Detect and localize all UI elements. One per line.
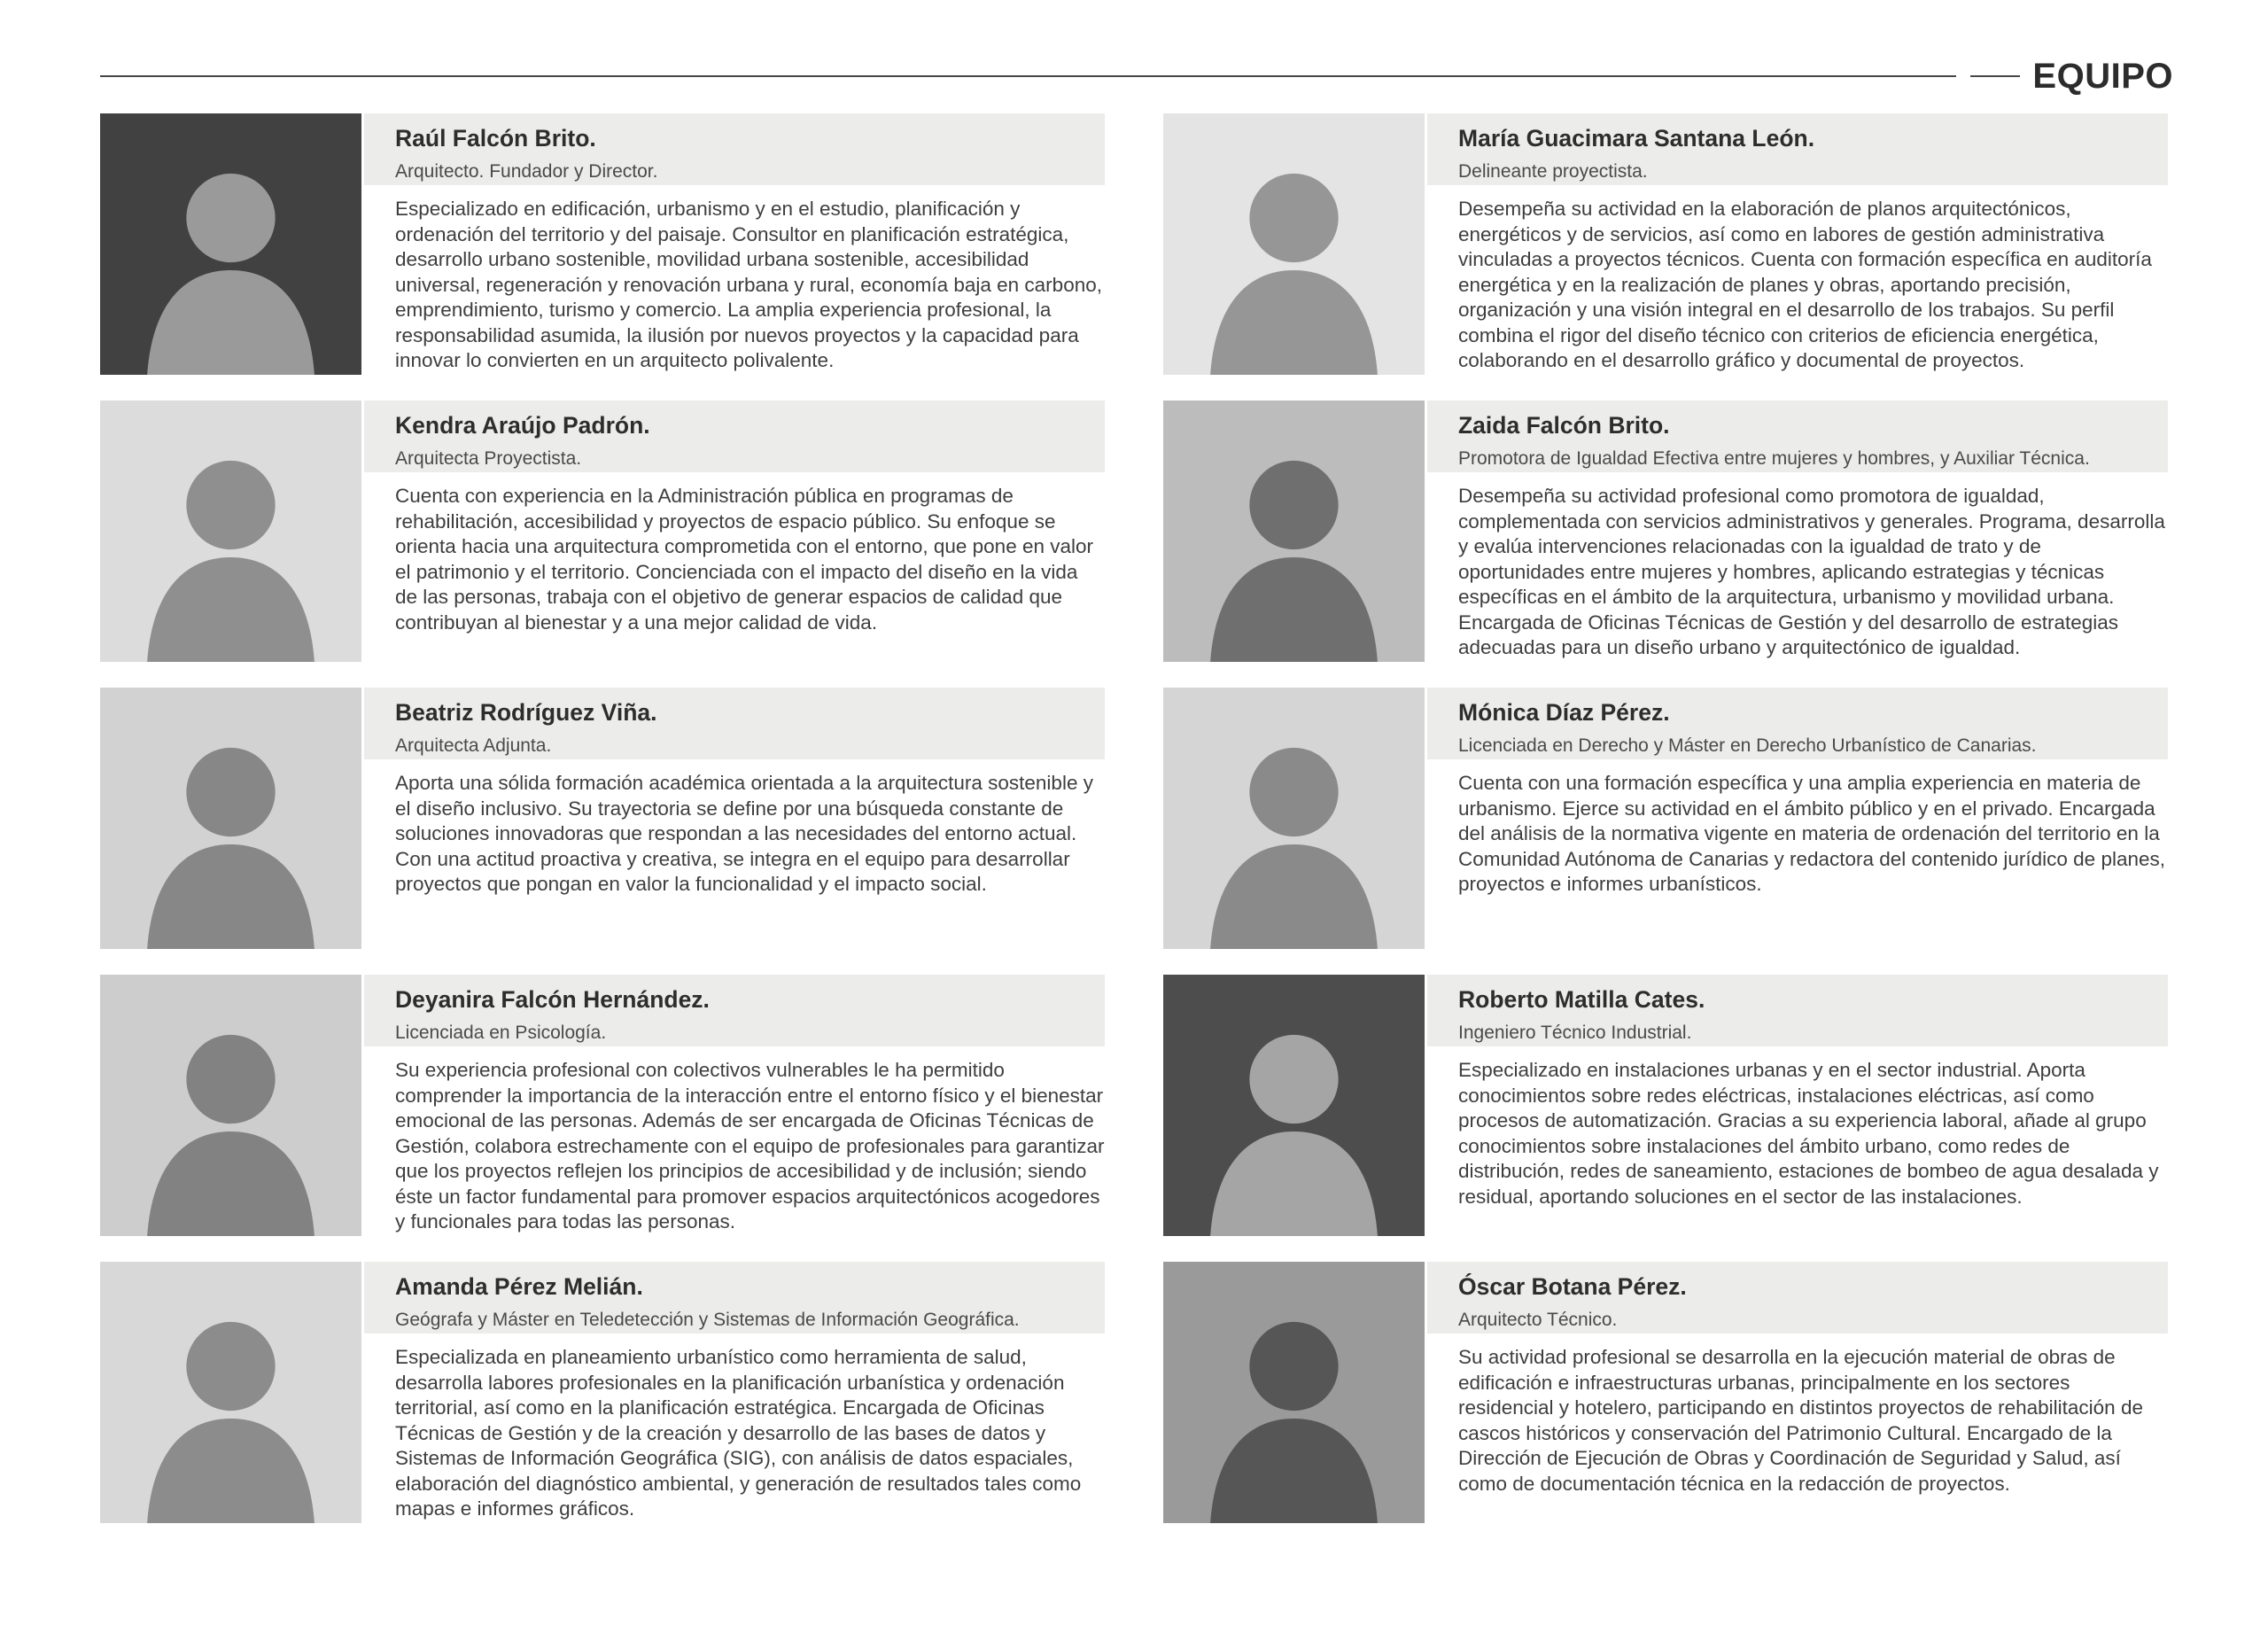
member-photo bbox=[1163, 975, 1425, 1236]
team-member-card bbox=[1163, 688, 2168, 949]
person-silhouette-icon bbox=[1163, 1262, 1425, 1523]
member-info bbox=[364, 400, 1105, 662]
member-header-band bbox=[1427, 975, 2168, 1046]
member-description: Su experiencia profesional con colectivos vulnerables le ha permitido comprender la importancia de la interacción entre el entorno físico y el bienestar emocional de las personas. Además de ser encargada de Oficinas Técnicas de Gestión, colabora estrechamente con el equipo de profesionales para garantizar que los proyectos reflejen los principios de accesibilidad y de inclusión; siendo éste un factor fundamental para promover espacios arquitectónicos acogedores y funcionales para todas las personas. bbox=[395, 1059, 1105, 1233]
member-photo bbox=[100, 688, 361, 949]
person-silhouette-icon bbox=[100, 400, 361, 662]
team-member-card bbox=[100, 688, 1105, 949]
person-silhouette-icon bbox=[1163, 113, 1425, 375]
member-description: Cuenta con experiencia en la Administración pública en programas de rehabilitación, accesibilidad y proyectos de espacio público. Su enfoque se orienta hacia una arquitectura comprometida con el entorno, que pone en valor el patrimonio y el territorio. Concienciada con el impacto del diseño en la vida de las personas, trabaja con el objetivo de generar espacios de calidad que contribuyan al bienestar y a una mejor calidad de vida. bbox=[395, 485, 1094, 634]
member-info bbox=[364, 1262, 1105, 1523]
member-header-band bbox=[364, 975, 1105, 1046]
member-header-band bbox=[364, 113, 1105, 185]
member-photo bbox=[100, 113, 361, 375]
member-name: Zaida Falcón Brito. bbox=[1458, 412, 1670, 439]
page-header bbox=[100, 53, 2173, 99]
member-header-band bbox=[1427, 113, 2168, 185]
member-photo bbox=[100, 1262, 361, 1523]
member-info bbox=[364, 975, 1105, 1236]
person-silhouette-icon bbox=[100, 975, 361, 1236]
member-role: Arquitecto Técnico. bbox=[1458, 1310, 1618, 1330]
member-photo bbox=[100, 400, 361, 662]
member-role: Delineante proyectista. bbox=[1458, 161, 1648, 182]
team-member-card bbox=[100, 400, 1105, 662]
person-silhouette-icon bbox=[100, 688, 361, 949]
team-member-card bbox=[100, 1262, 1105, 1523]
member-name: Deyanira Falcón Hernández. bbox=[395, 986, 710, 1013]
member-role: Geógrafa y Máster en Teledetección y Sistemas de Información Geográfica. bbox=[395, 1310, 1020, 1330]
team-member-card bbox=[1163, 975, 2168, 1236]
header-rule-line bbox=[100, 75, 1956, 77]
team-member-card bbox=[100, 975, 1105, 1236]
member-role: Arquitecto. Fundador y Director. bbox=[395, 161, 658, 182]
member-role: Licenciada en Psicología. bbox=[395, 1023, 607, 1043]
person-silhouette-icon bbox=[1163, 688, 1425, 949]
member-description: Desempeña su actividad en la elaboración de planos arquitectónicos, energéticos y de servicios, así como en labores de gestión administrativa vinculadas a proyectos técnicos. Cuenta con formación específica en auditoría energética y en la realización de planes y obras, aportando precisión, organización y una visión integral en el desarrollo de los trabajos. Su perfil combina el rigor del diseño técnico con criterios de eficiencia energética, colaborando en el desarrollo gráfico y documental de proyectos. bbox=[1458, 198, 2152, 371]
person-silhouette-icon bbox=[1163, 400, 1425, 662]
member-description: Especializado en instalaciones urbanas y en el sector industrial. Aporta conocimientos sobre redes eléctricas, instalaciones eléctricas, así como procesos de automatización. Gracias a su experiencia laboral, añade al grupo conocimientos sobre instalaciones del ámbito urbano, como redes de distribución, redes de saneamiento, estaciones de bombeo de agua desalada y residual, aportando soluciones en el sector de las instalaciones. bbox=[1458, 1059, 2159, 1208]
member-name: Mónica Díaz Pérez. bbox=[1458, 699, 1670, 726]
member-info bbox=[364, 688, 1105, 949]
member-name: Óscar Botana Pérez. bbox=[1458, 1273, 1687, 1300]
member-header-band bbox=[364, 400, 1105, 472]
member-description: Cuenta con una formación específica y una amplia experiencia en materia de urbanismo. Ejerce su actividad en el ámbito público y en el privado. Encargada del análisis de la normativa vigente en materia de ordenación del territorio en la Comunidad Autónoma de Canarias y redactora del contenido jurídico de planes, proyectos e informes urbanísticos. bbox=[1458, 772, 2166, 895]
member-description: Su actividad profesional se desarrolla en la ejecución material de obras de edificación e infraestructuras urbanas, principalmente en los sectores residencial y hotelero, participando en distintos proyectos de rehabilitación de cascos históricos y conservación del Patrimonio Cultural. Encargado de la Dirección de Ejecución de Obras y Coordinación de Seguridad y Salud, así como de documentación técnica en la redacción de proyectos. bbox=[1458, 1346, 2143, 1495]
member-role: Arquitecta Adjunta. bbox=[395, 735, 552, 756]
person-silhouette-icon bbox=[1163, 975, 1425, 1236]
member-header-band bbox=[1427, 1262, 2168, 1334]
member-name: Raúl Falcón Brito. bbox=[395, 125, 596, 152]
member-header-band bbox=[364, 688, 1105, 759]
member-description: Especializado en edificación, urbanismo y en el estudio, planificación y ordenación del territorio y del paisaje. Consultor en planificación estratégica, desarrollo urbano sostenible, movilidad urbana sostenible, accesibilidad universal, regeneración y renovación urbana y rural, economía baja en carbono, emprendimiento, turismo y comercio. La amplia experiencia profesional, la responsabilidad asumida, la ilusión por nuevos proyectos y la capacidad para innovar lo convierten en un arquitecto polivalente. bbox=[395, 198, 1102, 371]
member-info bbox=[1427, 1262, 2168, 1523]
person-silhouette-icon bbox=[100, 1262, 361, 1523]
member-role: Promotora de Igualdad Efectiva entre mujeres y hombres, y Auxiliar Técnica. bbox=[1458, 448, 2090, 469]
member-info bbox=[1427, 113, 2168, 375]
member-info bbox=[1427, 400, 2168, 662]
member-description: Especializada en planeamiento urbanístico como herramienta de salud, desarrolla labores profesionales en la planificación urbanística y ordenación territorial, así como en la planificación estratégica. Encargada de Oficinas Técnicas de Gestión y de la creación y desarrollo de las bases de datos y Sistemas de Información Geográfica (SIG), con análisis de datos espaciales, elaboración del diagnóstico ambiental, y generación de resultados tales como mapas e informes gráficos. bbox=[395, 1346, 1082, 1520]
member-description: Desempeña su actividad profesional como promotora de igualdad, complementada con servicios administrativos y generales. Programa, desarrolla y evalúa intervenciones relacionadas con la igualdad de trato y de oportunidades entre mujeres y hombres, aplicando estrategias y técnicas específicas en el ámbito de la arquitectura, urbanismo y movilidad urbana. Encargada de Oficinas Técnicas de Gestión y del desarrollo de estrategias adecuadas para un diseño urbano y arquitectónico de igualdad. bbox=[1458, 485, 2165, 658]
member-name: Kendra Araújo Padrón. bbox=[395, 412, 650, 439]
team-member-card bbox=[100, 113, 1105, 375]
header-rule-dash bbox=[1970, 75, 2020, 77]
member-header-band bbox=[364, 1262, 1105, 1334]
team-member-card bbox=[1163, 113, 2168, 375]
member-name: María Guacimara Santana León. bbox=[1458, 125, 1815, 152]
member-info bbox=[1427, 975, 2168, 1236]
member-photo bbox=[1163, 688, 1425, 949]
member-photo bbox=[1163, 113, 1425, 375]
member-role: Licenciada en Derecho y Máster en Derecho Urbanístico de Canarias. bbox=[1458, 735, 2037, 756]
member-role: Ingeniero Técnico Industrial. bbox=[1458, 1023, 1692, 1043]
member-name: Roberto Matilla Cates. bbox=[1458, 986, 1705, 1013]
page-title: EQUIPO bbox=[2032, 57, 2173, 96]
member-info bbox=[1427, 688, 2168, 949]
member-description: Aporta una sólida formación académica orientada a la arquitectura sostenible y el diseño inclusivo. Su trayectoria se define por una búsqueda constante de soluciones innovadoras que respondan a las necesidades del entorno actual. Con una actitud proactiva y creativa, se integra en el equipo para desarrollar proyectos que pongan en valor la funcionalidad y el impacto social. bbox=[395, 772, 1093, 895]
member-info bbox=[364, 113, 1105, 375]
member-role: Arquitecta Proyectista. bbox=[395, 448, 582, 469]
member-photo bbox=[100, 975, 361, 1236]
member-photo bbox=[1163, 1262, 1425, 1523]
team-member-card bbox=[1163, 400, 2168, 662]
member-header-band bbox=[1427, 400, 2168, 472]
member-header-band bbox=[1427, 688, 2168, 759]
person-silhouette-icon bbox=[100, 113, 361, 375]
team-member-card bbox=[1163, 1262, 2168, 1523]
member-name: Amanda Pérez Melián. bbox=[395, 1273, 643, 1300]
member-name: Beatriz Rodríguez Viña. bbox=[395, 699, 657, 726]
team-grid bbox=[100, 113, 2173, 1523]
member-photo bbox=[1163, 400, 1425, 662]
